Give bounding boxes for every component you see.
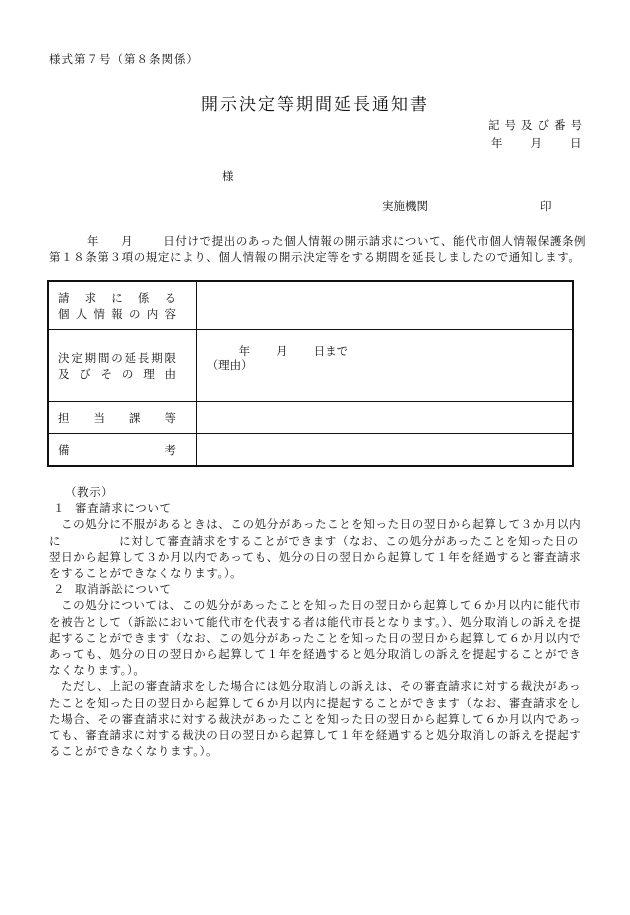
section-2-title: ２ 取消訴訟について — [53, 582, 172, 597]
table-row — [48, 402, 573, 434]
label-line: 及 び そ の 理 由 — [58, 366, 176, 381]
value-remarks — [196, 434, 573, 467]
intro-month: 月 — [121, 234, 134, 248]
section-1-body: この処分に不服があるときは、この処分があったことを知った日の翌日から起算して３か月以内に に対して審査請求をすることができます（なお、この処分があったことを知った日の翌日から起算して３か月以内であっても、処分の日の翌日から起算して１年を経過すると審査請求をすることができなくなります。）。 — [49, 517, 582, 581]
notice-table — [47, 280, 574, 467]
label-line: 備 考 — [58, 442, 176, 457]
table-row — [48, 281, 573, 330]
addressee-suffix: 様 — [222, 169, 234, 183]
section-2-body-proviso: ただし、上記の審査請求をした場合には処分取消しの訴えは、その審査請求に対する裁決があったことを知った日の翌日から起算して６か月以内に提起することができます（なお、審査請求をした場合、その審査請求に対する裁決があったことを知った日の翌日から起算して６か月以内であっても、審査請求に対する裁決の日の翌日から起算して１年を経過すると処分取消しの訴えを提起することができなくなります。）。 — [49, 679, 582, 759]
agency-label: 実施機関 — [382, 199, 428, 213]
reference-number-label: 記号及び番号 — [488, 118, 587, 132]
label-extended-deadline — [48, 330, 196, 402]
date-day: 日 — [570, 136, 582, 150]
label-department — [48, 402, 196, 434]
date-year: 年 — [491, 136, 503, 150]
reason-label: （理由） — [206, 358, 253, 372]
issue-date — [491, 135, 582, 151]
document-title: 開示決定等期間延長通知書 — [201, 95, 429, 115]
label-line: 請 求 に 係 る — [58, 290, 176, 305]
label-line: 個 人 情 報 の 内 容 — [58, 306, 176, 321]
intro-text: 日付けで提出のあった個人情報の開示請求について、能代市個人情報保護条例第１８条第３項の規定により、個人情報の開示決定等をする期間を延長しましたので通知します。 — [49, 234, 587, 264]
date-month: 月 — [530, 136, 542, 150]
value-extended-deadline — [196, 330, 573, 402]
section-1-title: １ 審査請求について — [53, 501, 172, 516]
label-requested-info — [48, 281, 196, 330]
label-remarks — [48, 434, 196, 467]
label-line: 決 定 期 間 の 延 長 期 限 — [58, 350, 176, 365]
intro-year: 年 — [87, 234, 100, 248]
instructions — [49, 484, 589, 759]
section-2-body: この処分については、この処分があったことを知った日の翌日から起算して６か月以内に能代市を被告として（訴訟において能代市を代表する者は能代市長となります。）、処分取消しの訴えを提起することができます（なお、この処分があったことを知った日の翌日から起算して６か月以内であっても、処分の日の翌日から起算して１年を経過すると処分取消しの訴えを提起することができなくなります。）。 — [49, 598, 582, 678]
label-line: 担 当 課 等 — [58, 410, 176, 425]
deadline-date: 年 月 日まで — [238, 344, 349, 358]
intro-paragraph — [49, 233, 589, 265]
seal-label: 印 — [540, 199, 552, 213]
instructions-heading: （教示） — [65, 485, 114, 499]
table-row — [48, 434, 573, 467]
value-requested-info — [196, 281, 573, 330]
table-row — [48, 330, 573, 402]
form-number: 様式第７号（第８条関係） — [49, 52, 199, 66]
value-department — [196, 402, 573, 434]
